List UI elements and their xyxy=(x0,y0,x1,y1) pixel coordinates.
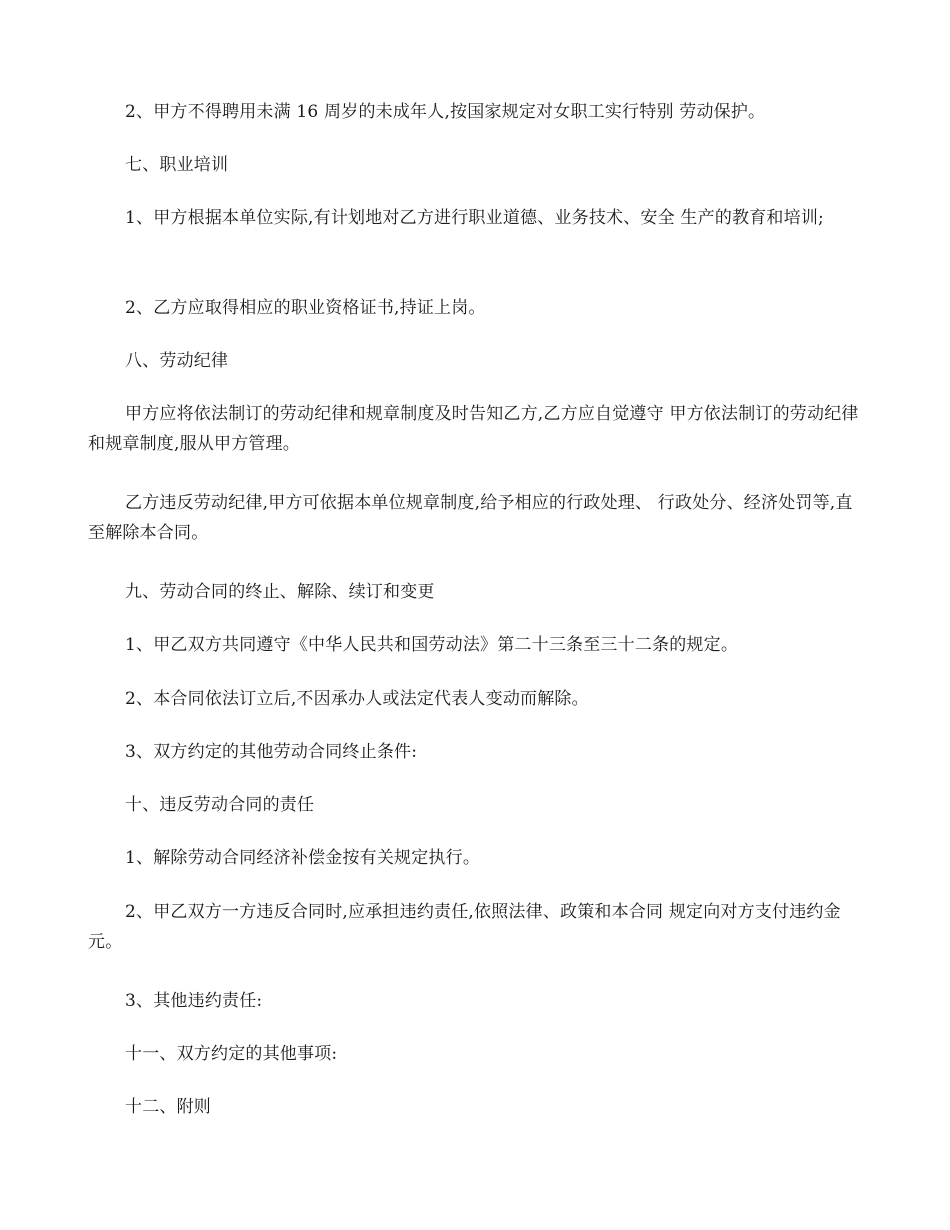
paragraph-contract-validity: 2、本合同依法订立后,不因承办人或法定代表人变动而解除。 xyxy=(125,689,589,709)
section-heading-labor-discipline: 八、劳动纪律 xyxy=(125,351,229,371)
section-heading-liability: 十、违反劳动合同的责任 xyxy=(125,795,315,815)
paragraph-economic-compensation: 1、解除劳动合同经济补偿金按有关规定执行。 xyxy=(125,848,481,868)
section-heading-vocational-training: 七、职业培训 xyxy=(125,155,229,175)
paragraph-qualification-certificate: 2、乙方应取得相应的职业资格证书,持证上岗。 xyxy=(125,298,486,318)
paragraph-labor-law-articles: 1、甲乙双方共同遵守《中华人民共和国劳动法》第二十三条至三十二条的规定。 xyxy=(125,635,739,655)
paragraph-breach-penalty: 2、甲乙双方一方违反合同时,应承担违约责任,依照法律、政策和本合同 规定向对方支付违约金 元。 xyxy=(88,902,841,952)
paragraph-training-plan: 1、甲方根据本单位实际,有计划地对乙方进行职业道德、业务技术、安全 生产的教育和培训; xyxy=(125,208,824,228)
paragraph-discipline-violation: 乙方违反劳动纪律,甲方可依据本单位规章制度,给予相应的行政处理、 行政处分、经济处罚等,直至解除本合同。 xyxy=(88,493,853,543)
section-heading-termination: 九、劳动合同的终止、解除、续订和变更 xyxy=(125,582,435,602)
paragraph-female-worker-protection: 2、甲方不得聘用未满 16 周岁的未成年人,按国家规定对女职工实行特别 劳动保护。 xyxy=(125,102,766,122)
paragraph-other-liability: 3、其他违约责任: xyxy=(125,991,263,1011)
section-heading-supplementary-provisions: 十二、附则 xyxy=(125,1097,211,1117)
paragraph-other-termination-conditions: 3、双方约定的其他劳动合同终止条件: xyxy=(125,742,418,762)
section-heading-other-matters: 十一、双方约定的其他事项: xyxy=(125,1044,338,1064)
paragraph-discipline-notice: 甲方应将依法制订的劳动纪律和规章制度及时告知乙方,乙方应自觉遵守 甲方依法制订的劳动纪律和规章制度,服从甲方管理。 xyxy=(88,404,859,454)
